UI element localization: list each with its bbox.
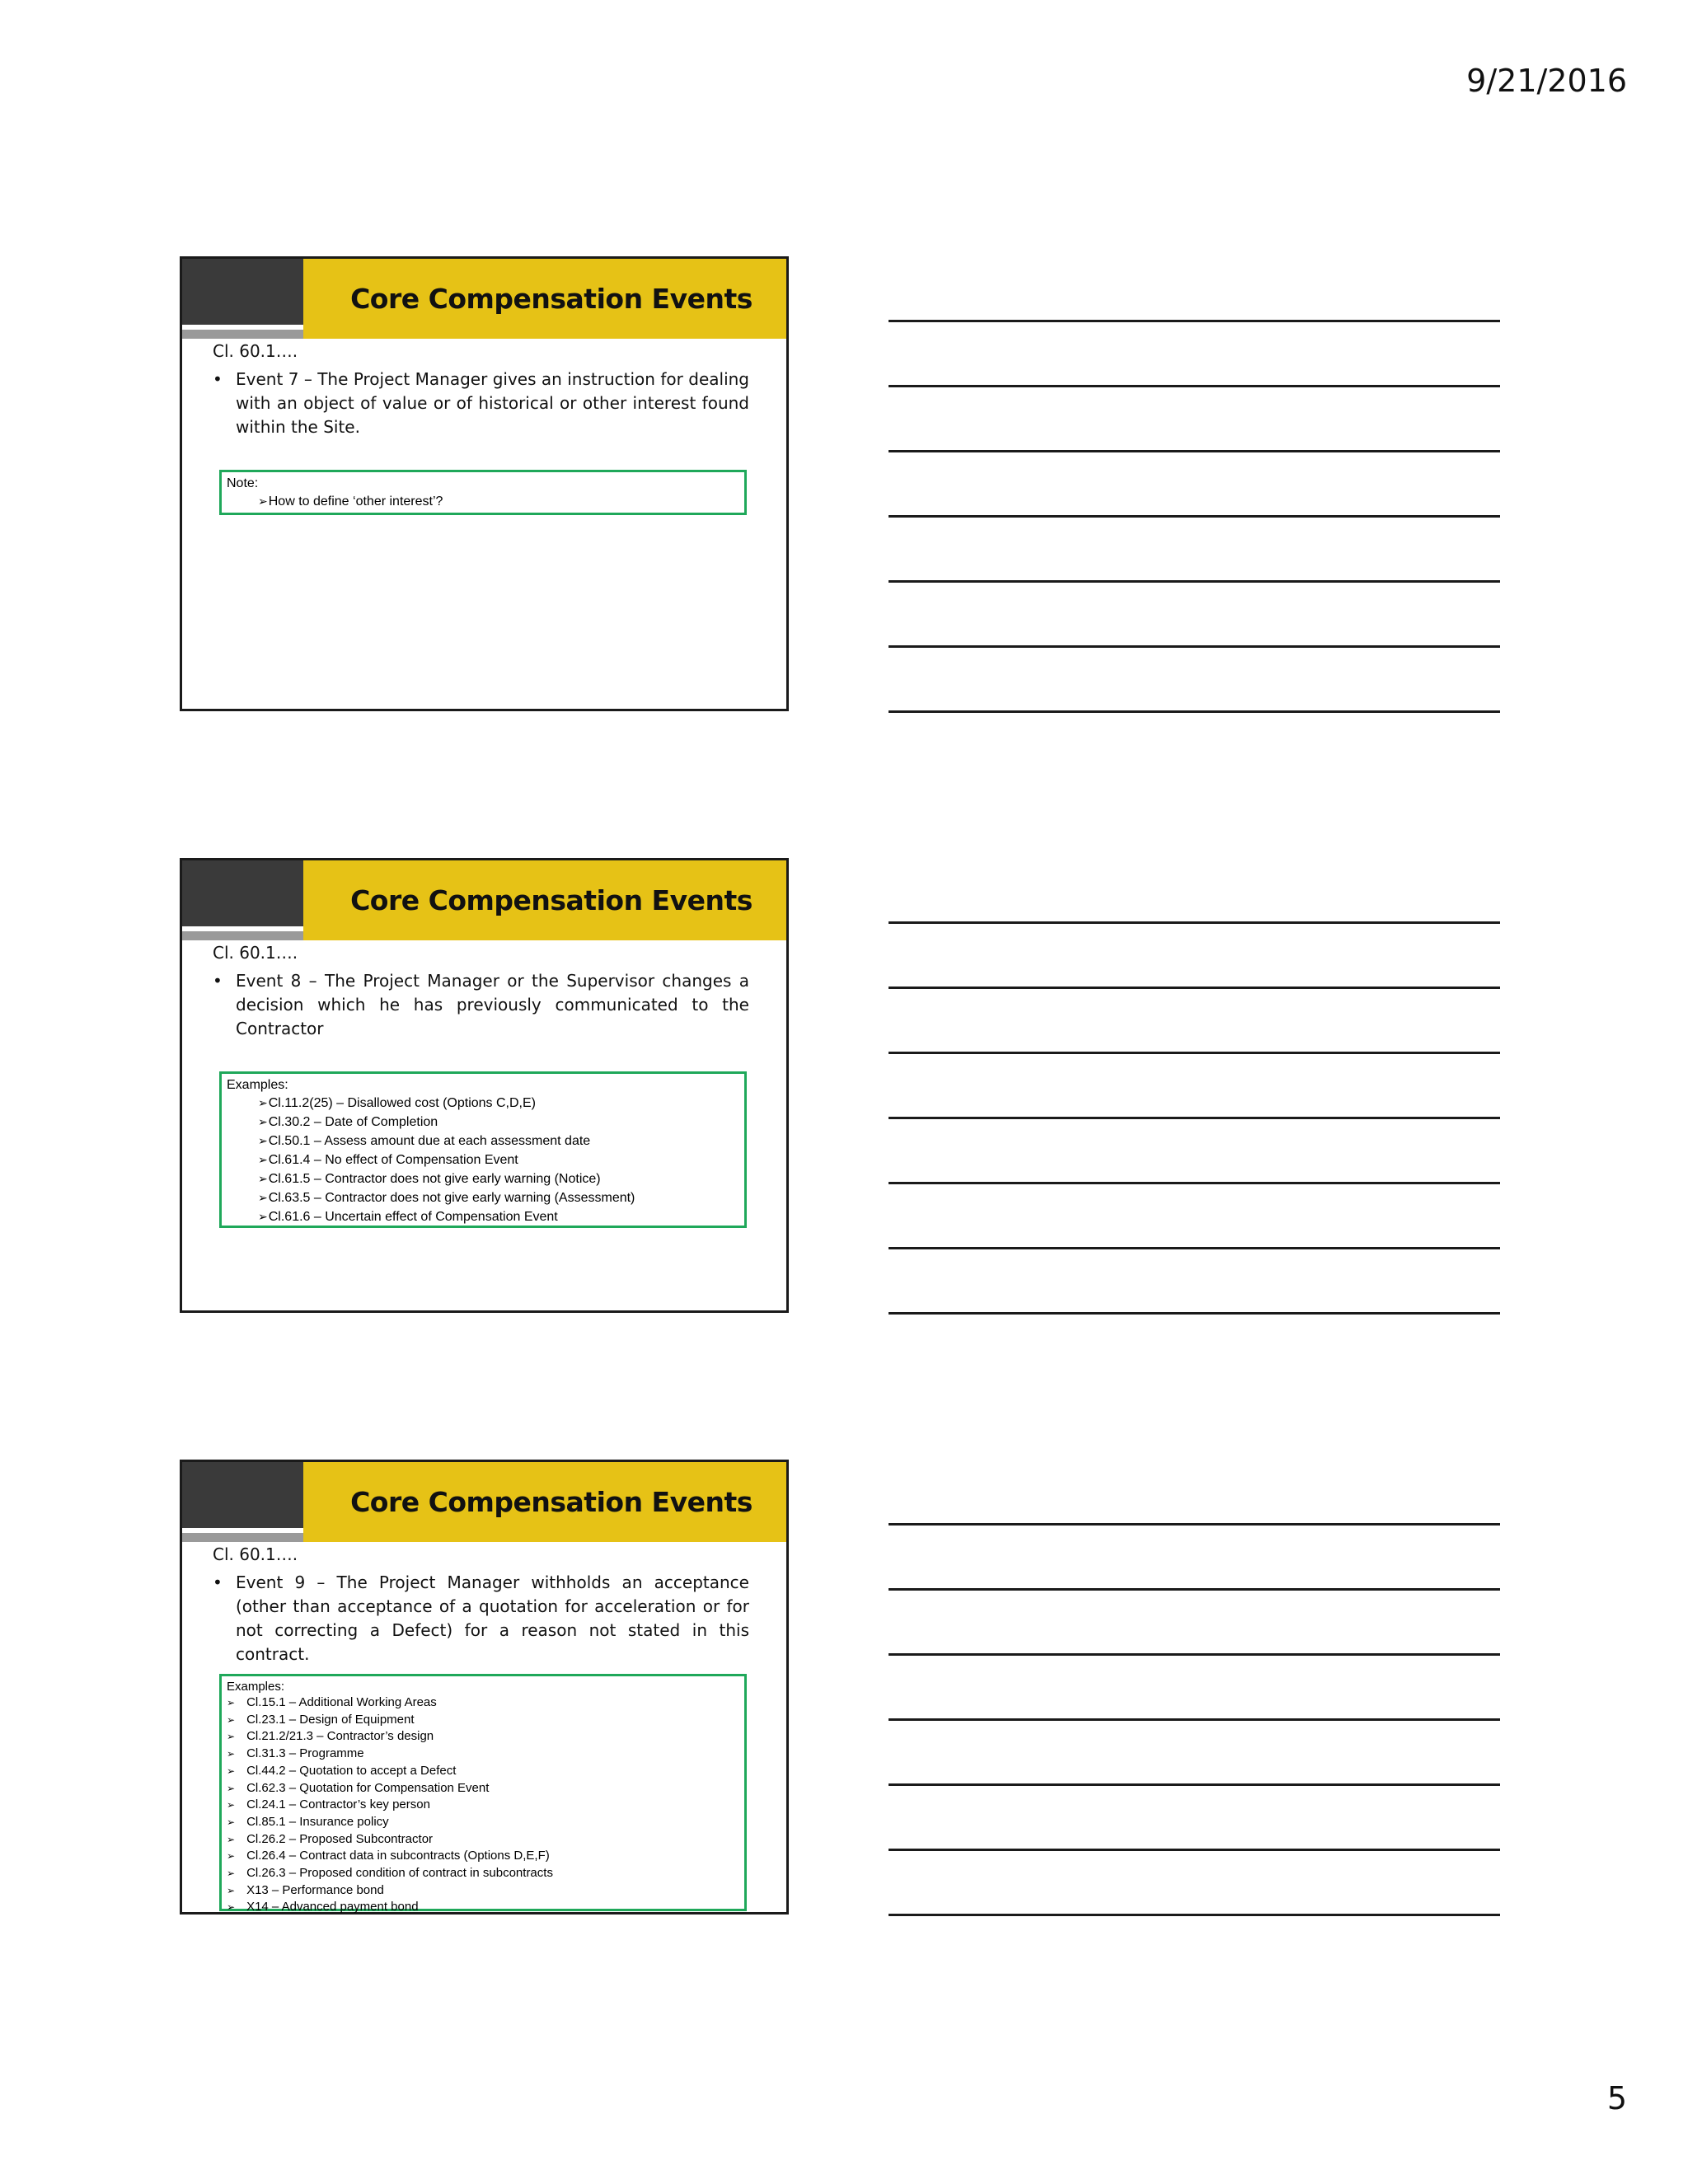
slide-1 <box>180 256 789 711</box>
notes-line <box>889 1247 1500 1249</box>
list-item: ➢ X14 – Advanced payment bond <box>227 1900 419 1915</box>
arrow-bullet-icon: ➢ <box>227 1713 236 1726</box>
arrow-bullet-icon: ➢ <box>227 1850 236 1863</box>
list-item: ➢Cl.30.2 – Date of Completion <box>258 1115 438 1129</box>
notes-line <box>889 450 1500 452</box>
page-date: 9/21/2016 <box>1466 63 1627 99</box>
slide-title: Core Compensation Events <box>350 283 753 315</box>
arrow-bullet-icon: ➢ <box>258 1153 268 1166</box>
list-item: ➢ Cl.85.1 – Insurance policy <box>227 1814 389 1829</box>
list-item: ➢Cl.50.1 – Assess amount due at each assessment date <box>258 1134 591 1148</box>
bullet-dot: • <box>213 971 223 991</box>
slide-title: Core Compensation Events <box>350 1486 753 1518</box>
notes-line <box>889 515 1500 518</box>
notes-line <box>889 1588 1500 1591</box>
arrow-bullet-icon: ➢ <box>258 1134 268 1147</box>
arrow-bullet-icon: ➢ <box>227 1816 236 1828</box>
list-item: ➢Cl.61.6 – Uncertain effect of Compensation Event <box>258 1210 558 1224</box>
notes-line <box>889 1182 1500 1184</box>
list-item: ➢ Cl.15.1 – Additional Working Areas <box>227 1695 437 1709</box>
arrow-bullet-icon: ➢ <box>227 1748 236 1760</box>
list-item: ➢ Cl.26.4 – Contract data in subcontracts (Options D,E,F) <box>227 1849 550 1863</box>
notes-line <box>889 1783 1500 1786</box>
list-item: ➢Cl.63.5 – Contractor does not give early warning (Assessment) <box>258 1191 635 1205</box>
notes-line <box>889 1914 1500 1916</box>
notes-line <box>889 1653 1500 1656</box>
arrow-bullet-icon: ➢ <box>227 1782 236 1794</box>
slide-accent-dark <box>182 259 303 325</box>
bullet-text: Event 9 – The Project Manager withholds an acceptance (other than acceptance of a quotation for acceleration or for not correcting a Defect) for a reason not stated in this contract. <box>236 1572 749 1664</box>
slide-title: Core Compensation Events <box>350 884 753 916</box>
notes-line <box>889 1052 1500 1054</box>
notes-line <box>889 1523 1500 1526</box>
notes-line <box>889 921 1500 924</box>
slide-accent-dark <box>182 1462 303 1528</box>
slide-accent-gray <box>182 931 303 940</box>
note-heading: Examples: <box>227 1680 285 1694</box>
note-heading: Examples: <box>227 1078 288 1092</box>
notes-line <box>889 1312 1500 1315</box>
notes-line <box>889 645 1500 648</box>
arrow-bullet-icon: ➢ <box>227 1868 236 1880</box>
bullet-dot: • <box>213 1572 223 1592</box>
list-item: ➢ Cl.44.2 – Quotation to accept a Defect <box>227 1763 457 1778</box>
arrow-bullet-icon: ➢ <box>258 1115 268 1128</box>
slide-accent-dark <box>182 860 303 926</box>
notes-line <box>889 710 1500 713</box>
bullet-text: Event 7 – The Project Manager gives an instruction for dealing with an object of value or of historical or other interest found within the Site. <box>236 369 749 437</box>
slide-3 <box>180 1460 789 1915</box>
slide-2 <box>180 858 789 1313</box>
slide-accent-gray <box>182 330 303 339</box>
list-item: ➢Cl.61.4 – No effect of Compensation Event <box>258 1153 518 1167</box>
notes-line <box>889 1849 1500 1851</box>
list-item: ➢ Cl.31.3 – Programme <box>227 1746 364 1761</box>
list-item: ➢ Cl.62.3 – Quotation for Compensation Event <box>227 1780 490 1795</box>
note-item: ➢How to define ‘other interest’? <box>258 494 443 509</box>
bullet-dot: • <box>213 369 223 389</box>
slide-clause: Cl. 60.1…. <box>213 943 298 963</box>
notes-line <box>889 1117 1500 1119</box>
note-box <box>219 470 747 515</box>
slide-title-band <box>303 860 786 940</box>
arrow-bullet-icon: ➢ <box>227 1833 236 1845</box>
slide-title-band <box>303 1462 786 1542</box>
slide-accent-gray <box>182 1533 303 1542</box>
notes-line <box>889 320 1500 322</box>
list-item: ➢Cl.11.2(25) – Disallowed cost (Options C,D,E) <box>258 1096 536 1110</box>
slide-bullet <box>213 368 749 439</box>
examples-box <box>219 1674 747 1915</box>
list-item: ➢ Cl.21.2/21.3 – Contractor’s design <box>227 1729 434 1744</box>
arrow-bullet-icon: ➢ <box>258 1172 268 1185</box>
slide-clause: Cl. 60.1…. <box>213 1544 298 1564</box>
notes-line <box>889 385 1500 387</box>
list-item: ➢ X13 – Performance bond <box>227 1882 384 1897</box>
note-heading: Note: <box>227 476 259 490</box>
arrow-bullet-icon: ➢ <box>258 494 268 508</box>
notes-line <box>889 580 1500 583</box>
slide-title-band <box>303 259 786 339</box>
arrow-bullet-icon: ➢ <box>227 1697 236 1708</box>
arrow-bullet-icon: ➢ <box>227 1731 236 1743</box>
arrow-bullet-icon: ➢ <box>227 1799 236 1811</box>
slide-bullet <box>213 1571 749 1666</box>
list-item: ➢ Cl.23.1 – Design of Equipment <box>227 1712 415 1727</box>
notes-line <box>889 987 1500 989</box>
arrow-bullet-icon: ➢ <box>258 1191 268 1204</box>
list-item: ➢ Cl.24.1 – Contractor’s key person <box>227 1797 430 1812</box>
arrow-bullet-icon: ➢ <box>258 1096 268 1109</box>
list-item: ➢ Cl.26.3 – Proposed condition of contract in subcontracts <box>227 1866 553 1881</box>
slide-bullet <box>213 969 749 1041</box>
list-item: ➢ Cl.26.2 – Proposed Subcontractor <box>227 1831 434 1846</box>
slide-clause: Cl. 60.1…. <box>213 341 298 361</box>
arrow-bullet-icon: ➢ <box>258 1210 268 1223</box>
notes-line <box>889 1718 1500 1721</box>
examples-box <box>219 1071 747 1228</box>
page-number: 5 <box>1606 2080 1627 2116</box>
bullet-text: Event 8 – The Project Manager or the Supervisor changes a decision which he has previously communicated to the Contractor <box>236 971 749 1038</box>
arrow-bullet-icon: ➢ <box>227 1884 236 1896</box>
list-item: ➢Cl.61.5 – Contractor does not give early warning (Notice) <box>258 1172 601 1186</box>
arrow-bullet-icon: ➢ <box>227 1765 236 1777</box>
arrow-bullet-icon: ➢ <box>227 1901 236 1914</box>
